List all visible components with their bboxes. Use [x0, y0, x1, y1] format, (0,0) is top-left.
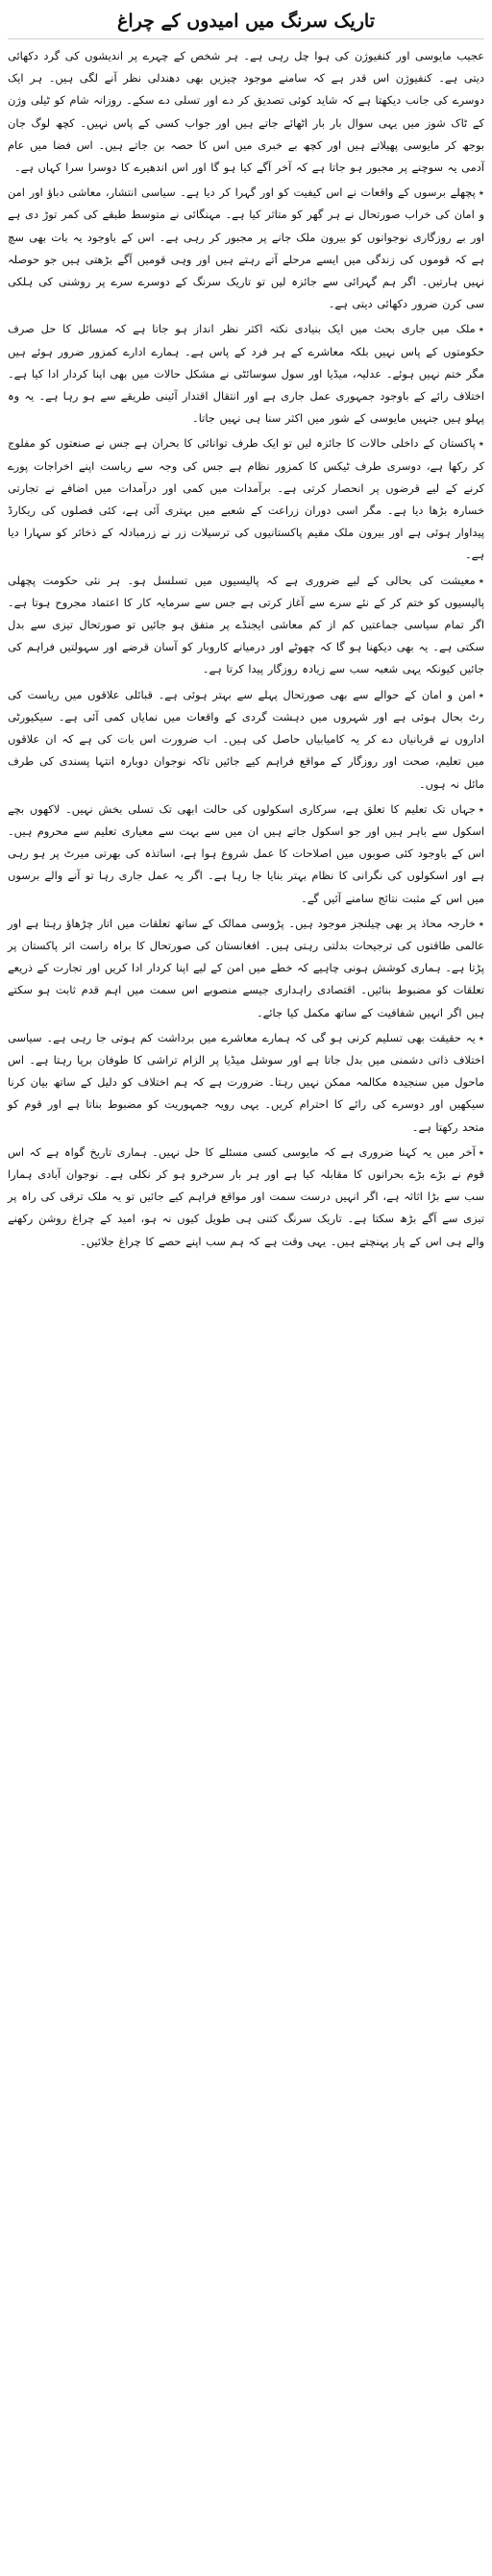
article-paragraph: ٭ آخر میں یہ کہنا ضروری ہے کہ مایوسی کسی مسئلے کا حل نہیں۔ ہماری تاریخ گواہ ہے کہ اس قوم نے بڑے بڑے بحرانوں کا مقابلہ کیا ہے اور ہر بار سرخرو ہو کر نکلی ہے۔ نوجوان آبادی ہمارا سب سے بڑا اثاثہ ہے، اگر انہیں درست سمت اور مواقع فراہم کیے جائیں تو یہ ملک ترقی کی راہ پر تیزی سے آگے بڑھ سکتا ہے۔ تاریک سرنگ کتنی ہی طویل کیوں نہ ہو، امید کے چراغ روشن رکھنے والے ہی اس کے پار پہنچتے ہیں۔ یہی وقت ہے کہ ہم سب اپنے حصے کا چراغ جلائیں۔ — [8, 1141, 484, 1253]
article-paragraph: ٭ پچھلے برسوں کے واقعات نے اس کیفیت کو اور گہرا کر دیا ہے۔ سیاسی انتشار، معاشی دباؤ اور امن و امان کی خراب صورتحال نے ہر گھر کو متاثر کیا ہے۔ مہنگائی نے متوسط طبقے کی کمر توڑ دی ہے اور بے روزگاری نوجوانوں کو بیرون ملک جانے پر مجبور کر رہی ہے۔ اس کے باوجود یہ بات بھی سچ ہے کہ قوموں کی زندگی میں ایسے مرحلے آتے رہتے ہیں اور وہی قومیں آگے بڑھتی ہیں جو حوصلہ نہیں ہارتیں۔ اگر ہم گہرائی سے جائزہ لیں تو تاریک سرنگ کے دوسرے سرے پر روشنی کی ہلکی سی کرن ضرور دکھائی دیتی ہے۔ — [8, 182, 484, 315]
article-paragraph: ٭ یہ حقیقت بھی تسلیم کرنی ہو گی کہ ہمارے معاشرے میں برداشت کم ہوتی جا رہی ہے۔ سیاسی اختلاف ذاتی دشمنی میں بدل جاتا ہے اور سوشل میڈیا پر الزام تراشی کا طوفان برپا رہتا ہے۔ اس ماحول میں سنجیدہ مکالمہ ممکن نہیں رہتا۔ ضرورت ہے کہ ہم اختلاف کو دلیل کے ساتھ بیان کرنا سیکھیں اور دوسرے کی رائے کا احترام کریں۔ یہی رویہ جمہوریت کو مضبوط بناتا ہے اور قوم کو متحد رکھتا ہے۔ — [8, 1027, 484, 1139]
article-paragraph: ٭ پاکستان کے داخلی حالات کا جائزہ لیں تو ایک طرف توانائی کا بحران ہے جس نے صنعتوں کو مفلوج کر رکھا ہے، دوسری طرف ٹیکس کا کمزور نظام ہے جس کی وجہ سے ریاست اپنے اخراجات پورے کرنے کے لیے قرضوں پر انحصار کرتی ہے۔ برآمدات میں کمی اور درآمدات میں اضافے نے تجارتی خسارہ بڑھا دیا ہے۔ مگر اسی دوران زراعت کے شعبے میں بہتری آئی ہے، کئی فصلوں کی ریکارڈ پیداوار ہوئی ہے اور بیرون ملک مقیم پاکستانیوں کی ترسیلات زر نے زرمبادلہ کے ذخائر کو سہارا دیا ہے۔ — [8, 432, 484, 566]
article-paragraph: عجیب مایوسی اور کنفیوژن کی ہوا چل رہی ہے۔ ہر شخص کے چہرے پر اندیشوں کی گرد دکھائی دیتی ہے۔ کنفیوژن اس قدر ہے کہ سامنے موجود چیزیں بھی دھندلی نظر آنے لگی ہیں۔ ہر ایک دوسرے کی جانب دیکھتا ہے کہ شاید کوئی تصدیق کر دے اور تسلی دے سکے۔ روزانہ شام کو ٹیلی وژن کے ٹاک شوز میں یہی سوال بار بار اٹھائے جاتے ہیں اور جواب کسی کے پاس نہیں۔ کچھ لوگ جان بوجھ کر مایوسی پھیلاتے ہیں اور کچھ بے خبری میں اس کا حصہ بن جاتے ہیں۔ اس فضا میں عام آدمی یہ سوچنے پر مجبور ہو جاتا ہے کہ آخر آگے کیا ہو گا اور اس اندھیرے کا دوسرا سرا کہاں ہے۔ — [8, 49, 484, 175]
article-title: تاریک سرنگ میں امیدوں کے چراغ — [8, 8, 484, 39]
article-paragraph: ٭ معیشت کی بحالی کے لیے ضروری ہے کہ پالیسیوں میں تسلسل ہو۔ ہر نئی حکومت پچھلی پالیسیوں کو ختم کر کے نئے سرے سے آغاز کرتی ہے جس سے سرمایہ کار کا اعتماد مجروح ہوتا ہے۔ اگر تمام سیاسی جماعتیں کم از کم معاشی ایجنڈے پر متفق ہو جائیں تو صورتحال تیزی سے بدل سکتی ہے۔ یہ بھی دیکھنا ہو گا کہ چھوٹے اور درمیانے کاروبار کو آسان قرضے اور سہولتیں فراہم کی جائیں کیونکہ یہی شعبہ سب سے زیادہ روزگار پیدا کرتا ہے۔ — [8, 570, 484, 681]
article-paragraph: ٭ جہاں تک تعلیم کا تعلق ہے، سرکاری اسکولوں کی حالت ابھی تک تسلی بخش نہیں۔ لاکھوں بچے اسکول سے باہر ہیں اور جو اسکول جاتے ہیں ان میں سے بہت سے معیاری تعلیم سے محروم ہیں۔ اس کے باوجود کئی صوبوں میں اصلاحات کا عمل شروع ہوا ہے، اساتذہ کی بھرتی میرٹ پر ہو رہی ہے اور اسکولوں کی نگرانی کا نظام بہتر بنایا جا رہا ہے۔ اگر یہ عمل جاری رہا تو آنے والے برسوں میں اس کے مثبت نتائج سامنے آئیں گے۔ — [8, 798, 484, 910]
article-paragraph: ٭ خارجہ محاذ پر بھی چیلنجز موجود ہیں۔ پڑوسی ممالک کے ساتھ تعلقات میں اتار چڑھاؤ رہتا ہے اور عالمی طاقتوں کی ترجیحات بدلتی رہتی ہیں۔ افغانستان کی صورتحال کا براہ راست اثر پاکستان پر پڑتا ہے۔ ہماری کوشش ہونی چاہیے کہ خطے میں امن کے لیے اپنا کردار ادا کریں اور تجارت کے ذریعے تعلقات کو مضبوط بنائیں۔ اقتصادی راہداری جیسے منصوبے اس سمت میں اہم قدم ثابت ہو سکتے ہیں اگر انہیں شفافیت کے ساتھ مکمل کیا جائے۔ — [8, 913, 484, 1024]
article-paragraph: ٭ امن و امان کے حوالے سے بھی صورتحال پہلے سے بہتر ہوئی ہے۔ قبائلی علاقوں میں ریاست کی رٹ بحال ہوئی ہے اور شہروں میں دہشت گردی کے واقعات میں نمایاں کمی آئی ہے۔ سیکیورٹی اداروں نے قربانیاں دے کر یہ کامیابیاں حاصل کی ہیں۔ اب ضرورت اس بات کی ہے کہ ان علاقوں میں تعلیم، صحت اور روزگار کے مواقع فراہم کیے جائیں تاکہ نوجوان دوبارہ انتہا پسندی کی طرف مائل نہ ہوں۔ — [8, 684, 484, 796]
article-paragraph: ٭ ملک میں جاری بحث میں ایک بنیادی نکتہ اکثر نظر انداز ہو جاتا ہے کہ مسائل کا حل صرف حکومتوں کے پاس نہیں بلکہ معاشرے کے ہر فرد کے پاس ہے۔ ہمارے ادارے کمزور ضرور ہوئے ہیں مگر ختم نہیں ہوئے۔ عدلیہ، میڈیا اور سول سوسائٹی نے مشکل حالات میں بھی اپنا کردار ادا کیا ہے۔ اختلاف رائے کے باوجود جمہوری عمل جاری ہے اور انتقال اقتدار آئینی طریقے سے ہو رہا ہے۔ یہ وہ پہلو ہیں جنہیں مایوسی کے شور میں اکثر سنا ہی نہیں جاتا۔ — [8, 318, 484, 429]
article-body — [8, 45, 484, 1253]
